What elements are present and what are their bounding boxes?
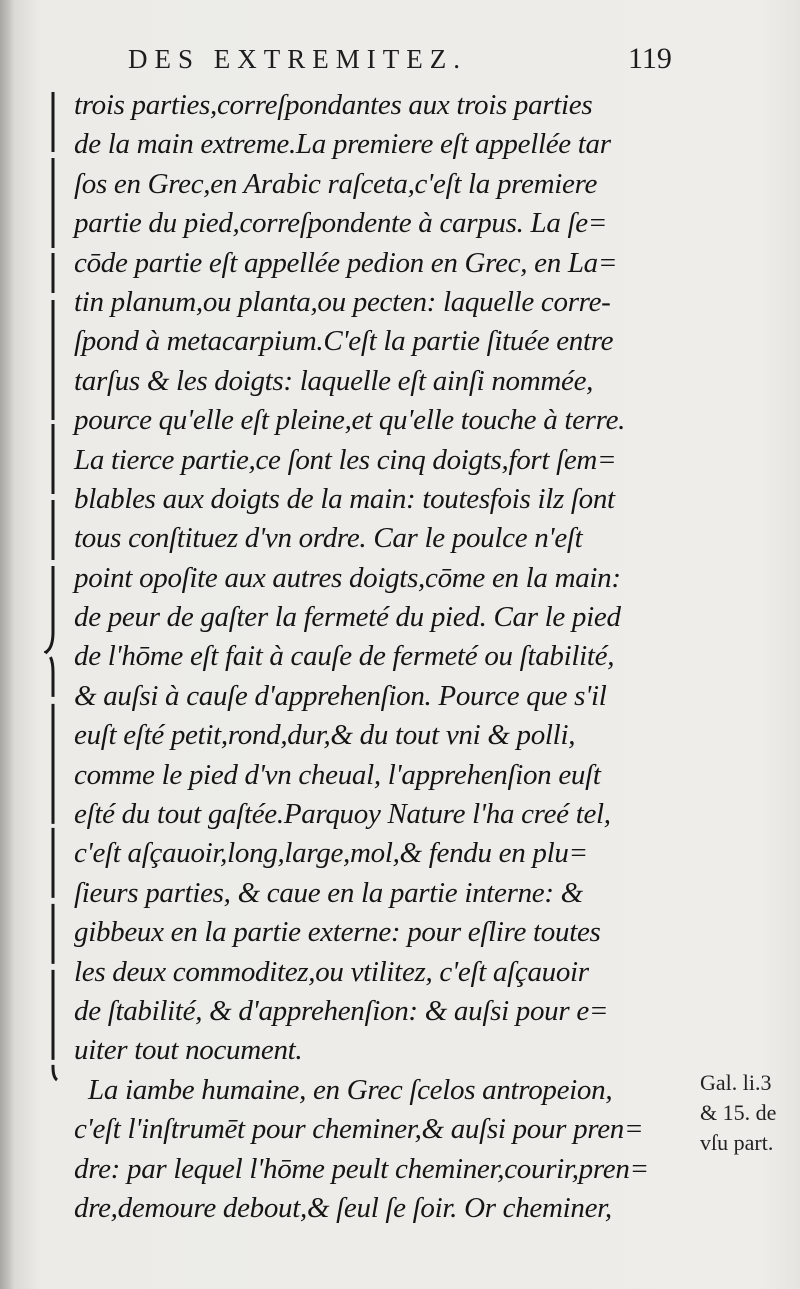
text-line: tin planum,ou planta,ou pecten: laquelle corre- [74,285,611,318]
text-line: La tierce partie,ce ſont les cinq doigts,fort ſem= [74,443,617,476]
gutter-shadow [0,0,14,1289]
text-line: de peur de gaſter la fermeté du pied. Car le pied [74,601,621,634]
text-line: tous conſtituez d'vn ordre. Car le poulce n'eſt [74,522,583,555]
marginal-note [700,1068,798,1158]
text-line: de la main extreme.La premiere eſt appellée tar [74,128,611,161]
text-line: comme le pied d'vn cheual, l'apprehenſion euſt [74,758,601,791]
margin-bracket [44,92,58,1082]
text-line: dre,demoure debout,& ſeul ſe ſoir. Or cheminer, [74,1191,612,1224]
marginal-note-line: & 15. de [700,1100,777,1125]
text-line: dre: par lequel l'hōme peult cheminer,courir,pren= [74,1152,649,1185]
text-line: ſpond à metacarpium.C'eſt la partie ſituée entre [74,325,614,358]
text-line: ſieurs parties, & caue en la partie interne: & [74,876,583,909]
text-line: c'eſt l'inſtrumēt pour cheminer,& auſsi pour pren= [74,1113,644,1146]
text-line: gibbeux en la partie externe: pour eſlire toutes [74,916,601,949]
text-line: trois parties,correſpondantes aux trois parties [74,89,593,121]
text-line: les deux commoditez,ou vtilitez, c'eſt aſçauoir [74,955,589,988]
text-line: uiter tout nocument. [74,1034,303,1067]
body-text [74,86,694,1228]
paragraph-start-line: La iambe humaine, en Grec ſcelos antropeion, [88,1073,613,1106]
text-line: de ſtabilité, & d'apprehenſion: & auſsi pour e= [74,994,609,1027]
text-line: eſté du tout gaſtée.Parquoy Nature l'ha creé tel, [74,798,611,831]
text-line: ſos en Grec,en Arabic raſceta,c'eſt la premiere [74,167,598,200]
text-line: cōde partie eſt appellée pedion en Grec, en La= [74,246,618,279]
page-number: 119 [628,42,672,75]
running-title: DES EXTREMITEZ. [128,44,467,74]
text-line: & auſsi à cauſe d'apprehenſion. Pource que s'il [74,679,607,712]
text-line: point opoſite aux autres doigts,cōme en la main: [74,561,621,594]
marginal-note-line: Gal. li.3 [700,1070,772,1095]
text-line: tarſus & les doigts: laquelle eſt ainſi nommée, [74,364,594,397]
marginal-note-line: vſu part. [700,1130,774,1155]
text-line: pource qu'elle eſt pleine,et qu'elle touche à terre. [74,404,626,437]
text-line: blables aux doigts de la main: toutesfois ilz ſont [74,482,615,515]
text-line: partie du pied,correſpondente à carpus. La ſe= [74,207,608,240]
text-line: de l'hōme eſt fait à cauſe de fermeté ou ſtabilité, [74,640,615,673]
text-line: c'eſt aſçauoir,long,large,mol,& fendu en plu= [74,837,588,870]
text-line: euſt eſté petit,rond,dur,& du tout vni & polli, [74,719,576,752]
